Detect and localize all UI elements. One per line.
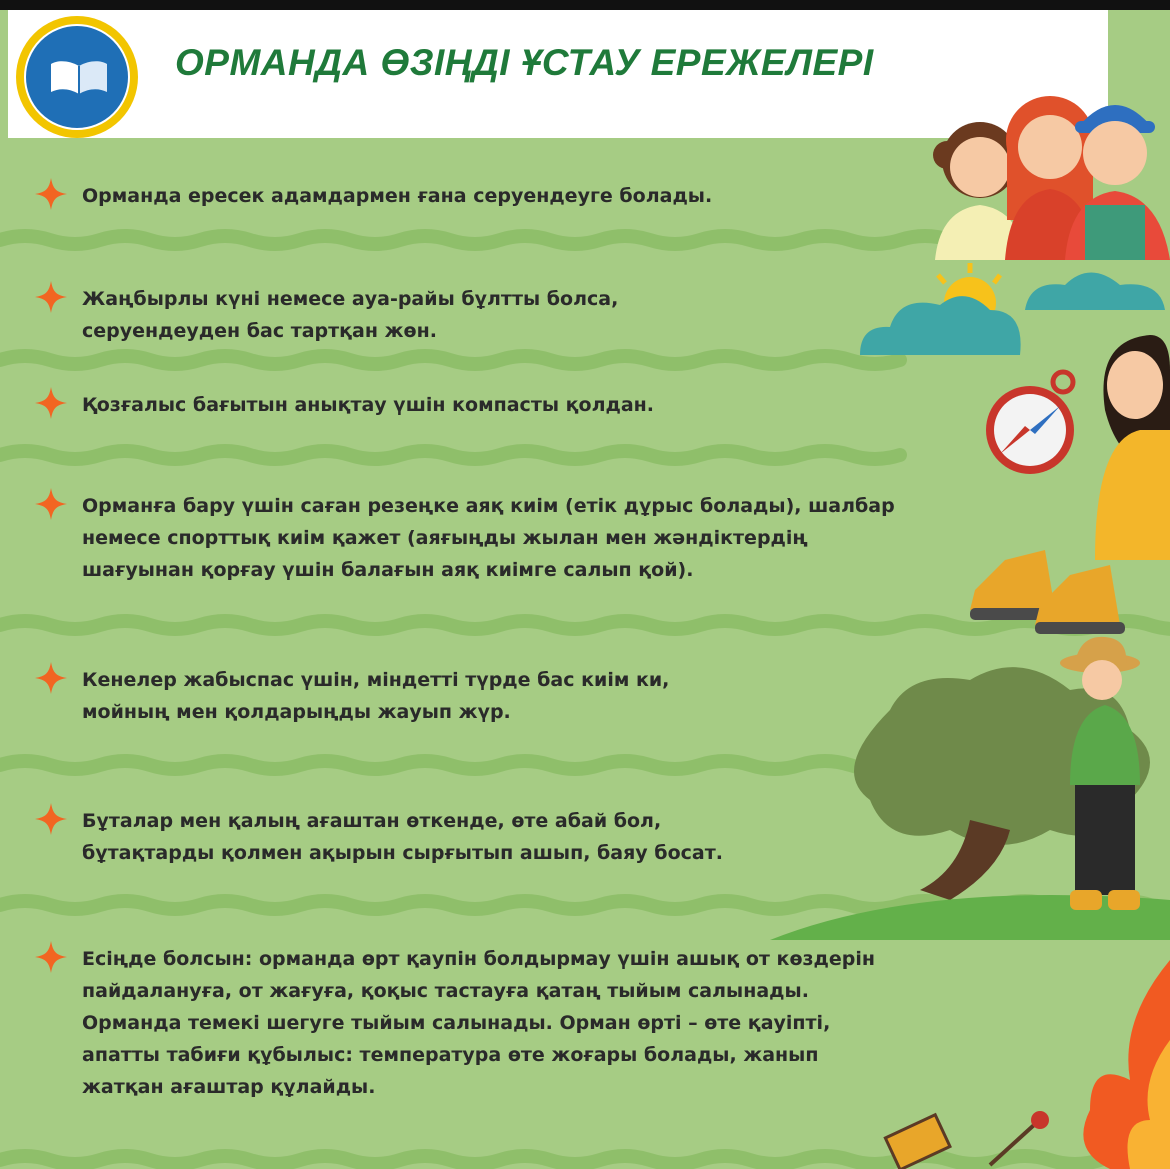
page-title: ОРМАНДА ӨЗІҢДІ ҰСТАУ ЕРЕЖЕЛЕРІ — [175, 42, 874, 83]
bullet-star-icon — [34, 177, 68, 211]
rule-item-4 — [34, 490, 895, 586]
logo — [16, 16, 138, 138]
children-group-icon — [925, 85, 1170, 260]
rule-item-7 — [34, 943, 875, 1103]
rule-text: Қозғалыс бағытын анықтау үшін компасты қолдан. — [82, 394, 655, 416]
bullet-star-icon — [34, 487, 68, 521]
compass-icon — [985, 368, 1085, 480]
rule-item-3 — [34, 389, 654, 421]
rule-text: Есіңде болсын: орманда өрт қаупін болдырмау үшін ашық от көздерін пайдалануға, от жағуға, қоқыс тастауға қатаң тыйым салынады. Орманда темекі шегуге тыйым салынады. Орман өрті – өте қауіпті, апатты табиғи құбылыс: температура өте жоғары болады, жанып жатқан ағаштар құлайды. — [82, 948, 876, 1098]
hiking-boots-icon — [965, 530, 1130, 635]
logo-inner — [24, 24, 130, 130]
rule-text: Жаңбырлы күні немесе ауа-райы бұлтты болса, серуендеуден бас тартқан жөн. — [82, 288, 619, 342]
girl-hiker-icon — [1090, 330, 1170, 560]
rule-item-6 — [34, 805, 723, 869]
bullet-star-icon — [34, 386, 68, 420]
rule-text: Орманда ересек адамдармен ғана серуендеуге болады. — [82, 185, 713, 207]
rule-item-1 — [34, 180, 712, 212]
rule-text: Бұталар мен қалың ағаштан өткенде, өте абай бол, бұтақтарды қолмен ақырын сырғытып ашып, баяу босат. — [82, 810, 723, 864]
matches-icon — [880, 1075, 1050, 1169]
rule-item-2 — [34, 283, 618, 347]
rule-item-5 — [34, 664, 669, 728]
rule-text: Кенелер жабыспас үшін, міндетті түрде бас киім ки, мойның мен қолдарыңды жауып жүр. — [82, 669, 670, 723]
rule-text: Орманға бару үшін саған резеңке аяқ киім (етік дұрыс болады), шалбар немесе спорттық киім қажет (аяғыңды жылан мен жәндіктердің шағуынан қорғау үшін балағын аяқ киімге салып қой). — [82, 495, 895, 581]
bullet-star-icon — [34, 940, 68, 974]
bullet-star-icon — [34, 661, 68, 695]
open-book-emblem-icon — [49, 58, 109, 98]
bullet-star-icon — [34, 280, 68, 314]
hiker-icon — [1050, 635, 1160, 925]
fire-icon — [1030, 960, 1170, 1169]
bullet-star-icon — [34, 802, 68, 836]
